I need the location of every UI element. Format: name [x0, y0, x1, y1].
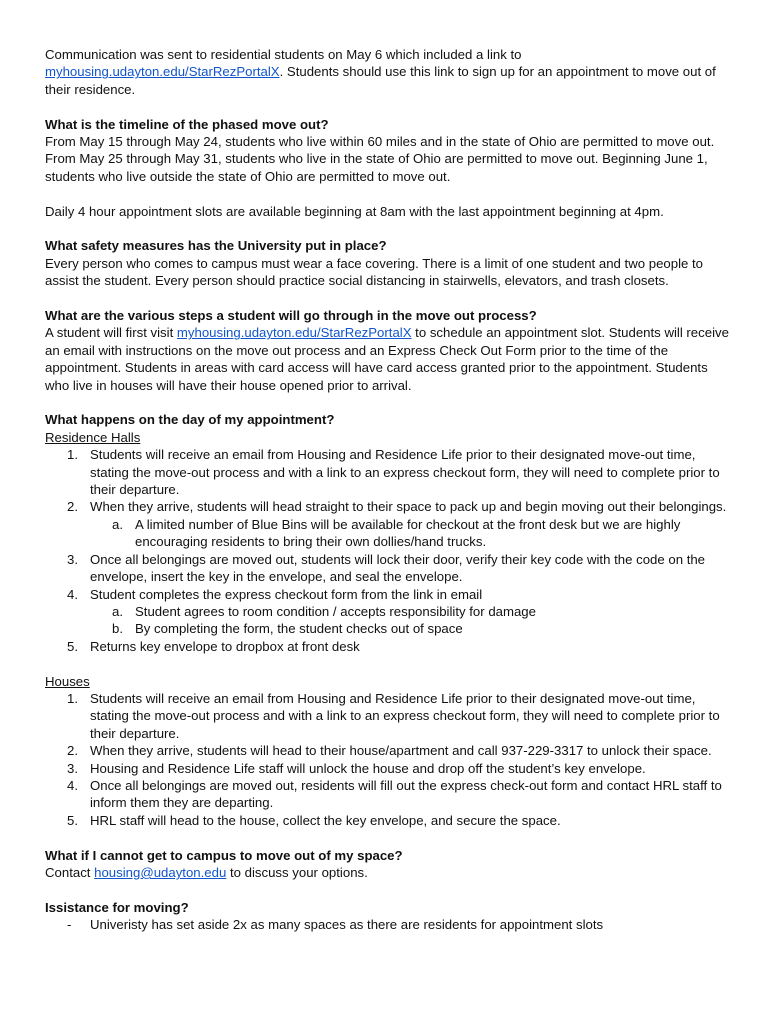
cannot-answer: Contact housing@udayton.edu to discuss your options.	[45, 864, 368, 880]
document-page	[45, 46, 735, 934]
list-item: 1. Students will receive an email from Housing and Residence Life prior to their designated move-out time, stating the move-out process and with a link to an express checkout form, they will need to complete prior to their departure.	[67, 690, 720, 741]
timeline-slots: Daily 4 hour appointment slots are available beginning at 8am with the last appointment beginning at 4pm.	[45, 203, 664, 219]
steps-question: What are the various steps a student will go through in the move out process?	[45, 308, 537, 324]
halls-list	[45, 446, 735, 655]
list-item: 2. When they arrive, students will head straight to their space to pack up and begin moving out their belongings.	[67, 499, 727, 515]
safety-answer: Every person who comes to campus must wear a face covering. There is a limit of one student and two people to assist the student. Every person should practice social distancing in stairwells, elevators, and trash closets.	[45, 255, 704, 289]
safety-question: What safety measures has the University put in place?	[45, 238, 387, 254]
list-item: 5. HRL staff will head to the house, collect the key envelope, and secure the space.	[67, 812, 561, 828]
portal-link-2[interactable]: myhousing.udayton.edu/StarRezPortalX	[176, 325, 412, 341]
sub-list-item: a. A limited number of Blue Bins will be available for checkout at the front desk but we are highly encouraging residents to bring their own dollies/hand trucks.	[112, 516, 681, 550]
houses-list	[45, 690, 735, 829]
list-item: 4. Student completes the express checkout form from the link in email	[67, 586, 483, 602]
list-item: 1. Students will receive an email from Housing and Residence Life prior to their designated move-out time, stating the move-out process and with a link to an express checkout form, they will need to complete prior to their departure.	[67, 447, 720, 498]
day-question: What happens on the day of my appointment?	[45, 412, 335, 428]
steps-text: A student will first visit	[45, 325, 177, 341]
timeline-question: What is the timeline of the phased move out?	[45, 116, 329, 132]
halls-heading: Residence Halls	[45, 429, 141, 445]
list-item: 4. Once all belongings are moved out, residents will fill out the express check-out form and contact HRL staff to inform them they are departing.	[67, 777, 722, 811]
intro-paragraph	[45, 46, 735, 98]
cannot-question: What if I cannot get to campus to move out of my space?	[45, 847, 403, 863]
list-item: - Univeristy has set aside 2x as many spaces as there are residents for appointment slots	[67, 917, 604, 933]
email-link[interactable]: housing@udayton.edu	[94, 864, 227, 880]
intro-text-end: . Students should use this link to sign up for an appointment to move out of their residence.	[45, 64, 716, 97]
timeline-answer: From May 15 through May 24, students who live within 60 miles and in the state of Ohio are permitted to move out. From May 25 through May 31, students who live in the state of Ohio are permitted to move out. Beginning June 1, students who live outside the state of Ohio are permitted to move out.	[45, 134, 715, 184]
steps-text-end: to schedule an appointment slot. Students will receive an email with instructions on the move out process and an Express Check Out Form prior to the time of the appointment. Students in areas with card access will have card access granted prior to the appointment. Students who live in houses will have their house opened prior to arrival.	[45, 325, 729, 393]
list-item: 3. Once all belongings are moved out, students will lock their door, verify their key code with the code on the envelope, insert the key in the envelope, and seal the envelope.	[67, 551, 706, 585]
list-item: 3. Housing and Residence Life staff will unlock the house and drop off the student’s key envelope.	[67, 760, 646, 776]
sub-list-item: b. By completing the form, the student checks out of space	[112, 621, 463, 637]
list-item: 5. Returns key envelope to dropbox at front desk	[67, 638, 360, 654]
assist-question: Issistance for moving?	[45, 899, 189, 915]
portal-link[interactable]: myhousing.udayton.edu/StarRezPortalX	[45, 64, 280, 80]
houses-heading: Houses	[45, 673, 90, 689]
list-item: 2. When they arrive, students will head to their house/apartment and call 937-229-3317 to unlock their space.	[67, 743, 712, 759]
intro-text: Communication was sent to residential students on May 6 which included a link to	[45, 47, 522, 62]
sub-list-item: a. Student agrees to room condition / accepts responsibility for damage	[112, 603, 536, 619]
steps-answer	[45, 324, 735, 394]
